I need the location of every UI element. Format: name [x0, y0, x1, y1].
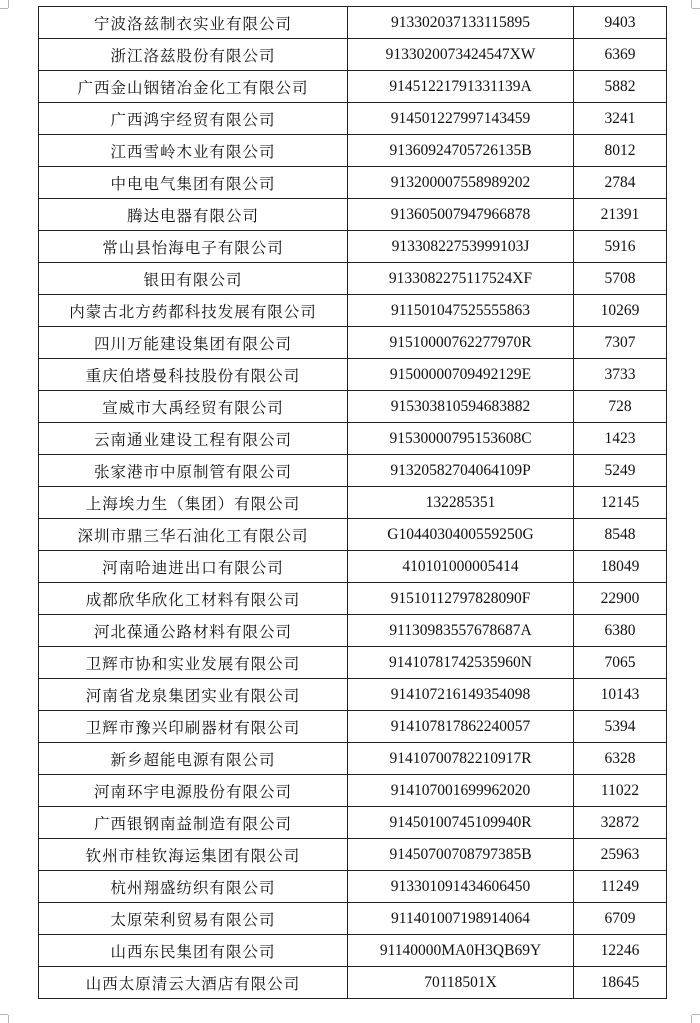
company-name-cell: 新乡超能电源有限公司: [39, 743, 348, 775]
company-name-cell: 卫辉市豫兴印刷器材有限公司: [39, 711, 348, 743]
table-row: [39, 455, 667, 487]
company-name-cell: 成都欣华欣化工材料有限公司: [39, 583, 348, 615]
credit-code-cell: 91510112797828090F: [348, 583, 574, 615]
company-name-cell: 卫辉市协和实业发展有限公司: [39, 647, 348, 679]
company-name-cell: 广西鸿宇经贸有限公司: [39, 103, 348, 135]
table-row: [39, 199, 667, 231]
credit-code-cell: 91130983557678687A: [348, 615, 574, 647]
amount-cell: 18049: [574, 551, 667, 583]
table-row: [39, 487, 667, 519]
credit-code-cell: 913605007947966878: [348, 199, 574, 231]
table-row: [39, 903, 667, 935]
credit-code-cell: 911401007198914064: [348, 903, 574, 935]
credit-code-cell: 91140000MA0H3QB69Y: [348, 935, 574, 967]
company-name-cell: 四川万能建设集团有限公司: [39, 327, 348, 359]
company-name-cell: 张家港市中原制管有限公司: [39, 455, 348, 487]
amount-cell: 5882: [574, 71, 667, 103]
crop-mark-top-right-vertical: [691, 0, 692, 8]
amount-cell: 5394: [574, 711, 667, 743]
credit-code-cell: 91510000762277970R: [348, 327, 574, 359]
company-name-cell: 杭州翔盛纺织有限公司: [39, 871, 348, 903]
credit-code-cell: 9133020073424547XW: [348, 39, 574, 71]
company-name-cell: 江西雪岭木业有限公司: [39, 135, 348, 167]
amount-cell: 5916: [574, 231, 667, 263]
amount-cell: 10143: [574, 679, 667, 711]
company-name-cell: 钦州市桂钦海运集团有限公司: [39, 839, 348, 871]
company-name-cell: 中电电气集团有限公司: [39, 167, 348, 199]
amount-cell: 9403: [574, 7, 667, 39]
amount-cell: 2784: [574, 167, 667, 199]
credit-code-cell: 91320582704064109P: [348, 455, 574, 487]
amount-cell: 8012: [574, 135, 667, 167]
table-row: [39, 263, 667, 295]
credit-code-cell: 914107001699962020: [348, 775, 574, 807]
credit-code-cell: 91450100745109940R: [348, 807, 574, 839]
crop-mark-top-left: [0, 8, 8, 9]
company-name-cell: 深圳市鼎三华石油化工有限公司: [39, 519, 348, 551]
table-row: [39, 647, 667, 679]
amount-cell: 10269: [574, 295, 667, 327]
company-name-cell: 宁波洛兹制衣实业有限公司: [39, 7, 348, 39]
crop-mark-top-right: [692, 8, 700, 9]
amount-cell: 6709: [574, 903, 667, 935]
credit-code-cell: 914501227997143459: [348, 103, 574, 135]
table-body: [39, 7, 667, 999]
company-table: [38, 6, 667, 999]
amount-cell: 18645: [574, 967, 667, 999]
table-row: [39, 839, 667, 871]
credit-code-cell: 914107216149354098: [348, 679, 574, 711]
company-name-cell: 银田有限公司: [39, 263, 348, 295]
amount-cell: 728: [574, 391, 667, 423]
amount-cell: 6369: [574, 39, 667, 71]
credit-code-cell: 913301091434606450: [348, 871, 574, 903]
credit-code-cell: 91410781742535960N: [348, 647, 574, 679]
company-name-cell: 河南哈迪进出口有限公司: [39, 551, 348, 583]
amount-cell: 3733: [574, 359, 667, 391]
amount-cell: 22900: [574, 583, 667, 615]
table-row: [39, 167, 667, 199]
table-row: [39, 103, 667, 135]
amount-cell: 8548: [574, 519, 667, 551]
credit-code-cell: 915303810594683882: [348, 391, 574, 423]
table-row: [39, 71, 667, 103]
company-name-cell: 内蒙古北方药都科技发展有限公司: [39, 295, 348, 327]
credit-code-cell: 91360924705726135B: [348, 135, 574, 167]
company-name-cell: 腾达电器有限公司: [39, 199, 348, 231]
credit-code-cell: G1044030400559250G: [348, 519, 574, 551]
crop-mark-bottom-right-vertical: [691, 1015, 692, 1023]
amount-cell: 12246: [574, 935, 667, 967]
amount-cell: 7065: [574, 647, 667, 679]
amount-cell: 32872: [574, 807, 667, 839]
credit-code-cell: 913302037133115895: [348, 7, 574, 39]
amount-cell: 6380: [574, 615, 667, 647]
table-row: [39, 935, 667, 967]
amount-cell: 5708: [574, 263, 667, 295]
company-name-cell: 山西太原清云大酒店有限公司: [39, 967, 348, 999]
company-name-cell: 宣威市大禹经贸有限公司: [39, 391, 348, 423]
table-row: [39, 519, 667, 551]
crop-mark-bottom-left: [0, 1014, 8, 1015]
credit-code-cell: 913200007558989202: [348, 167, 574, 199]
table-row: [39, 775, 667, 807]
table-row: [39, 327, 667, 359]
company-name-cell: 太原荣利贸易有限公司: [39, 903, 348, 935]
table-row: [39, 807, 667, 839]
company-name-cell: 重庆伯塔曼科技股份有限公司: [39, 359, 348, 391]
table-row: [39, 39, 667, 71]
credit-code-cell: 91410700782210917R: [348, 743, 574, 775]
amount-cell: 5249: [574, 455, 667, 487]
table-row: [39, 679, 667, 711]
crop-mark-bottom-left-vertical: [8, 1015, 9, 1023]
crop-mark-top-left-vertical: [8, 0, 9, 8]
company-name-cell: 河南环宇电源股份有限公司: [39, 775, 348, 807]
table-row: [39, 711, 667, 743]
table-row: [39, 391, 667, 423]
crop-mark-bottom-right: [692, 1014, 700, 1015]
table-row: [39, 871, 667, 903]
amount-cell: 11022: [574, 775, 667, 807]
company-name-cell: 广西银钢南益制造有限公司: [39, 807, 348, 839]
table-row: [39, 615, 667, 647]
credit-code-cell: 91330822753999103J: [348, 231, 574, 263]
amount-cell: 1423: [574, 423, 667, 455]
table-row: [39, 295, 667, 327]
amount-cell: 7307: [574, 327, 667, 359]
table-row: [39, 359, 667, 391]
company-name-cell: 上海埃力生（集团）有限公司: [39, 487, 348, 519]
credit-code-cell: 911501047525555863: [348, 295, 574, 327]
table-row: [39, 423, 667, 455]
company-name-cell: 浙江洛兹股份有限公司: [39, 39, 348, 71]
credit-code-cell: 132285351: [348, 487, 574, 519]
company-name-cell: 河南省龙泉集团实业有限公司: [39, 679, 348, 711]
credit-code-cell: 410101000005414: [348, 551, 574, 583]
table-row: [39, 551, 667, 583]
credit-code-cell: 9133082275117524XF: [348, 263, 574, 295]
credit-code-cell: 914107817862240057: [348, 711, 574, 743]
table-row: [39, 743, 667, 775]
company-name-cell: 山西东民集团有限公司: [39, 935, 348, 967]
table-row: [39, 7, 667, 39]
amount-cell: 25963: [574, 839, 667, 871]
amount-cell: 21391: [574, 199, 667, 231]
credit-code-cell: 91450700708797385B: [348, 839, 574, 871]
amount-cell: 3241: [574, 103, 667, 135]
credit-code-cell: 91451221791331139A: [348, 71, 574, 103]
company-name-cell: 河北葆通公路材料有限公司: [39, 615, 348, 647]
table-row: [39, 135, 667, 167]
amount-cell: 12145: [574, 487, 667, 519]
table-row: [39, 231, 667, 263]
company-name-cell: 云南通业建设工程有限公司: [39, 423, 348, 455]
table-row: [39, 583, 667, 615]
amount-cell: 11249: [574, 871, 667, 903]
amount-cell: 6328: [574, 743, 667, 775]
credit-code-cell: 91530000795153608C: [348, 423, 574, 455]
table-row: [39, 967, 667, 999]
credit-code-cell: 91500000709492129E: [348, 359, 574, 391]
company-name-cell: 常山县怡海电子有限公司: [39, 231, 348, 263]
credit-code-cell: 70118501X: [348, 967, 574, 999]
company-name-cell: 广西金山铟锗冶金化工有限公司: [39, 71, 348, 103]
